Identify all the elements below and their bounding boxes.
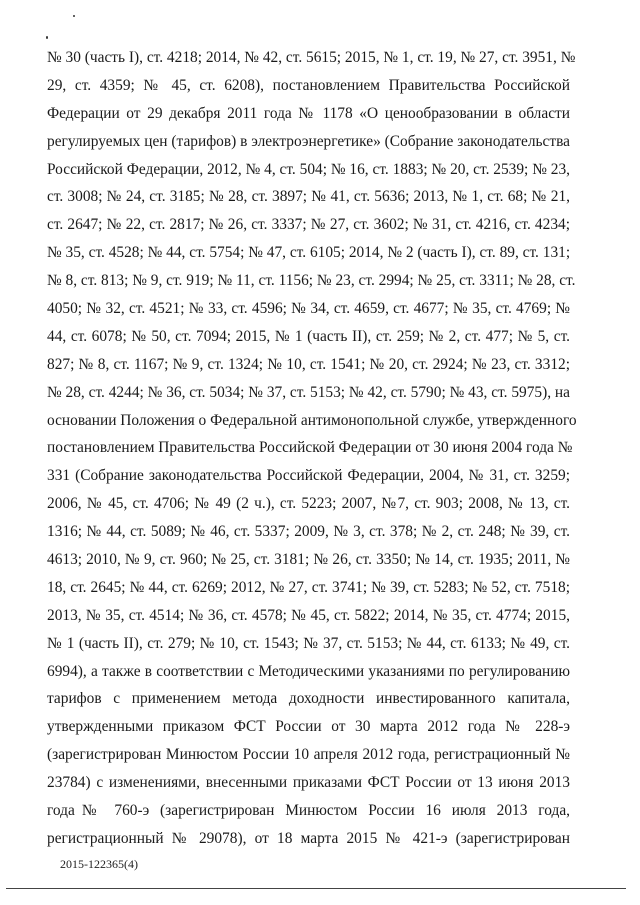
document-footer-code: 2015-122365(4)	[60, 857, 138, 871]
text-line: тарифов с применением метода доходности инвестированного капитала,	[47, 690, 570, 708]
text-line: 29, ст. 4359; № 45, ст. 6208), постановлением Правительства Российской	[47, 76, 570, 94]
text-line: ст. 2647; № 22, ст. 2817; № 26, ст. 3337; № 27, ст. 3602; № 31, ст. 4216, ст. 4234;	[47, 216, 570, 234]
text-line: № 28, ст. 4244; № 36, ст. 5034; № 37, ст. 5153; № 42, ст. 5790; № 43, ст. 5975), на	[47, 383, 570, 401]
text-line: № 1 (часть II), ст. 279; № 10, ст. 1543; № 37, ст. 5153; № 44, ст. 6133; № 49, ст.	[47, 634, 570, 652]
text-line: регулируемых цен (тарифов) в электроэнергетике» (Собрание законодательства	[47, 132, 570, 150]
text-line: 44, ст. 6078; № 50, ст. 7094; 2015, № 1 (часть II), ст. 259; № 2, ст. 477; № 5, ст.	[47, 327, 570, 345]
text-line: 6994), а также в соответствии с Методическими указаниями по регулированию	[47, 662, 570, 680]
text-line: ст. 3008; № 24, ст. 3185; № 28, ст. 3897; № 41, ст. 5636; 2013, № 1, ст. 68; № 21,	[47, 188, 570, 206]
text-line: (зарегистрирован Минюстом России 10 апреля 2012 года, регистрационный №	[47, 746, 570, 764]
scan-speck	[73, 15, 75, 17]
scan-speck	[46, 36, 48, 39]
text-line: 18, ст. 2645; № 44, ст. 6269; 2012, № 27, ст. 3741; № 39, ст. 5283; № 52, ст. 7518;	[47, 578, 570, 596]
text-line: 2006, № 45, ст. 4706; № 49 (2 ч.), ст. 5223; 2007, №7, ст. 903; 2008, № 13, ст.	[47, 495, 570, 513]
text-line: 23784) с изменениями, внесенными приказами ФСТ России от 13 июня 2013	[47, 774, 570, 792]
text-line: 331 (Собрание законодательства Российской Федерации, 2004, № 31, ст. 3259;	[47, 467, 570, 485]
text-line: 4613; 2010, № 9, ст. 960; № 25, ст. 3181; № 26, ст. 3350; № 14, ст. 1935; 2011, №	[47, 551, 570, 569]
text-line: 1316; № 44, ст. 5089; № 46, ст. 5337; 2009, № 3, ст. 378; № 2, ст. 248; № 39, ст.	[47, 523, 570, 541]
text-line: № 8, ст. 813; № 9, ст. 919; № 11, ст. 1156; № 23, ст. 2994; № 25, ст. 3311; № 28, ст.	[47, 272, 576, 290]
text-line: утвержденными приказом ФСТ России от 30 марта 2012 года № 228-э	[47, 718, 570, 736]
text-line: года№ 760-э (зарегистрирован Минюстом России 16 июля 2013 года,	[47, 802, 570, 820]
text-line: 4050; № 32, ст. 4521; № 33, ст. 4596; № 34, ст. 4659, ст. 4677; № 35, ст. 4769; №	[47, 300, 570, 318]
text-line: регистрационный № 29078), от 18 марта 2015 № 421-э (зарегистрирован	[47, 829, 570, 847]
text-line: № 30 (часть I), ст. 4218; 2014, № 42, ст. 5615; 2015, № 1, ст. 19, № 27, ст. 3951, №	[47, 49, 576, 66]
text-line: Федерации от 29 декабря 2011 года № 1178 «О ценообразовании в области	[47, 104, 570, 122]
body-text	[47, 44, 577, 853]
page-bottom-edge	[6, 888, 626, 889]
text-line: 827; № 8, ст. 1167; № 9, ст. 1324; № 10, ст. 1541; № 20, ст. 2924; № 23, ст. 3312;	[47, 355, 570, 373]
text-line: 2013, № 35, ст. 4514; № 36, ст. 4578; № 45, ст. 5822; 2014, № 35, ст. 4774; 2015,	[47, 606, 570, 624]
text-line: № 35, ст. 4528; № 44, ст. 5754; № 47, ст. 6105; 2014, № 2 (часть I), ст. 89, ст. 131;	[47, 244, 571, 262]
text-line: Российской Федерации, 2012, № 4, ст. 504; № 16, ст. 1883; № 20, ст. 2539; № 23,	[47, 160, 570, 178]
text-line: основании Положения о Федеральной антимонопольной службе, утвержденного	[47, 411, 577, 429]
text-line: постановлением Правительства Российской Федерации от 30 июня 2004 года №	[47, 439, 573, 457]
